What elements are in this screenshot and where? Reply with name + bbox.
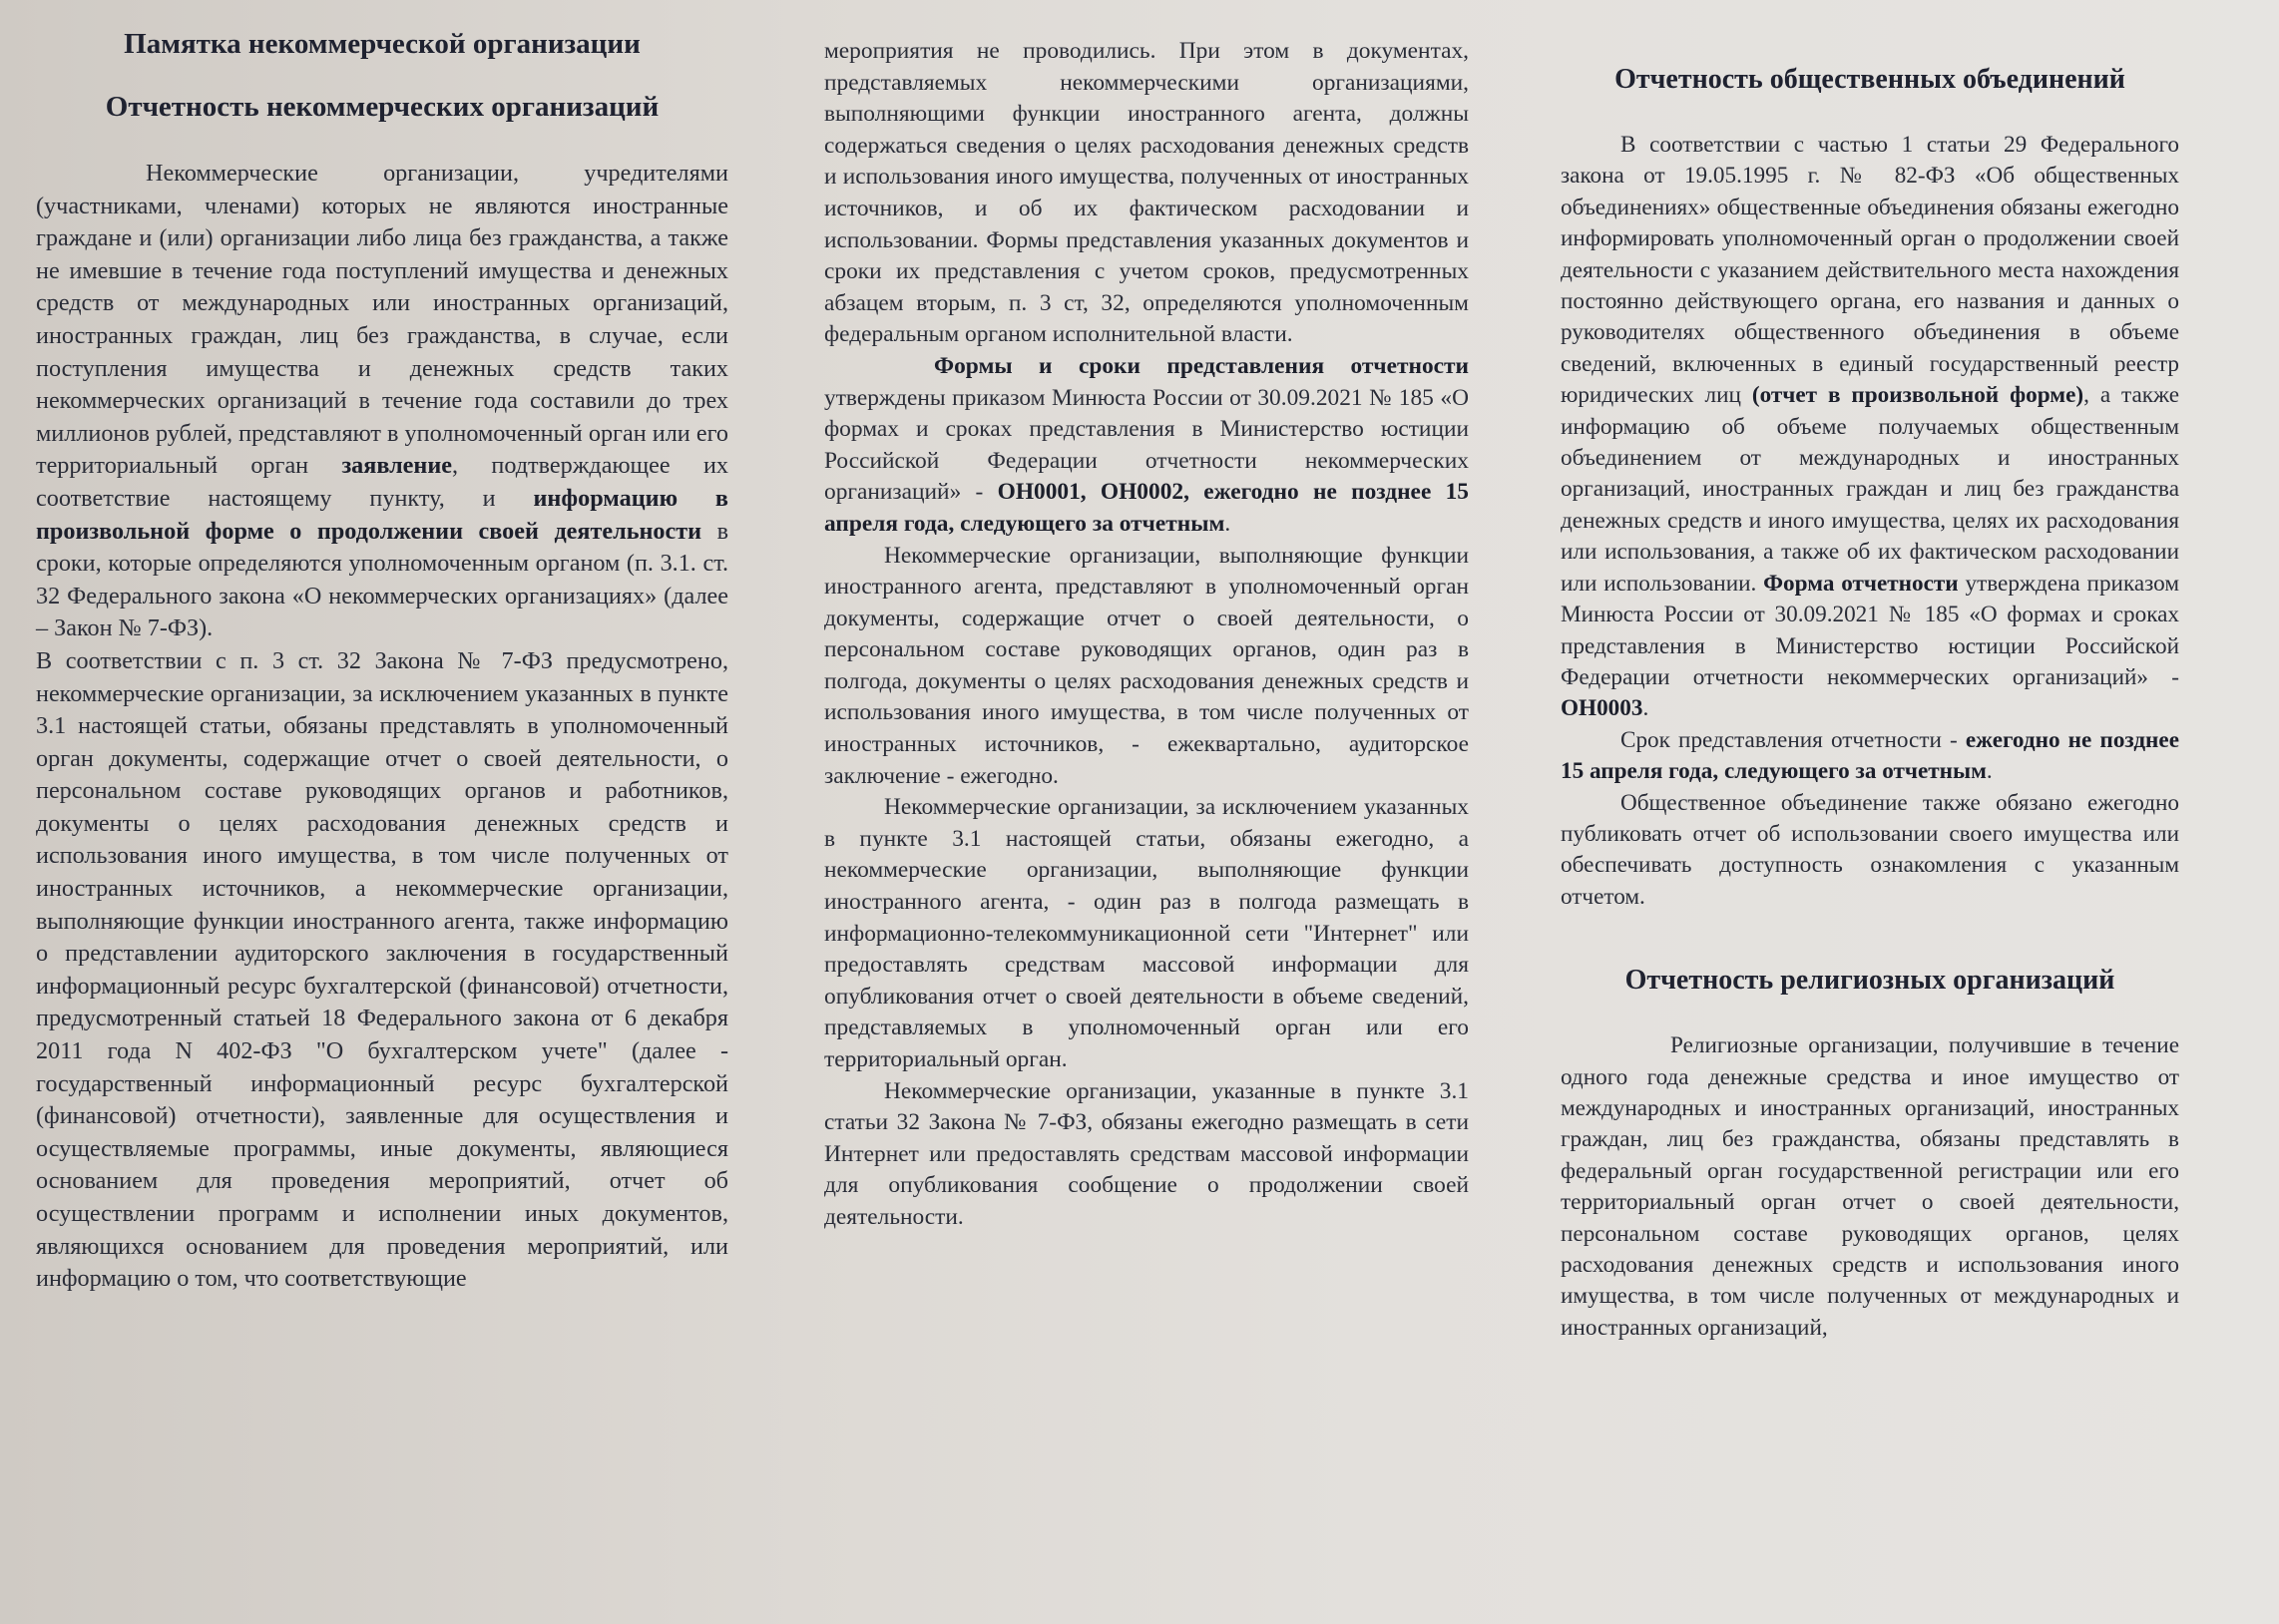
bold-run: (отчет в произвольной форме) (1751, 382, 2084, 409)
text-run: утверждена приказом Минюста России от 30.09.2021 № 185 «О формах и сроках представления в Министерство юстиции Российской Федерации отчетности некоммерческих организаций» - (1561, 570, 2179, 690)
paragraph-art32-p3: В соответствии с п. 3 ст. 32 Закона № 7-ФЗ предусмотрено, некоммерческие организации, за исключением указанных в пункте 3.1 настоящей статьи, обязаны представлять в уполномоченный орган документы, содержащие отчет о своей деятельности, о персональном составе руководящих органов и работников, документы о целях расходования денежных средств и использования иного имущества, в том числе полученных от иностранных источников, а некоммерческие организации, выполняющие функции иностранного агента, также информацию о представлении аудиторского заключения в государственный информационный ресурс бухгалтерской (финансовой) отчетности, предусмотренный статьей 18 Федерального закона от 6 декабря 2011 года N 402-ФЗ "О бухгалтерском учете" (далее - государственный информационный ресурс бухгалтерской (финансовой) отчетности), заявленные для осуществления и осуществляемые программы, иные документы, являющиеся основанием для проведения мероприятий, отчет об осуществлении программ и исполнении иных документов, являющихся основанием для проведения мероприятий, или информацию о том, что соответствующие (36, 646, 728, 1293)
paragraph-nko-statement (36, 158, 728, 645)
text-run: . (1224, 510, 1231, 537)
text-run: в сроки, которые определяются уполномоченным органом (п. 3.1. ст. 32 Федерального закона «О некоммерческих организациях» (далее – Закон № 7-ФЗ). (36, 517, 729, 642)
bold-run: ежегодно не позднее 15 апреля года, следующего за отчетным (1561, 726, 2179, 785)
paragraph-public-association-reporting (1561, 130, 2179, 725)
paragraph-continuation-message: Некоммерческие организации, указанные в пункте 3.1 статьи 32 Закона № 7-ФЗ, обязаны ежегодно размещать в сети Интернет или предоставлять средствам массовой информации для опубликования сообщение о продолжении своей деятельности. (824, 1077, 1469, 1230)
column-middle (824, 36, 1469, 1234)
paragraph-foreign-agent-frequency: Некоммерческие организации, выполняющие функции иностранного агента, представляют в уполномоченный орган документы, содержащие отчет о своей деятельности, о персональном составе руководящих органов, один раз в полгода, документы о целях расходования денежных средств и использования иного имущества, в том числе полученных от иностранных источников, - ежеквартально, аудиторское заключение - ежегодно. (824, 542, 1469, 789)
text-run: , а также информацию об объеме получаемых общественным объединением от международных и иностранных организаций, иностранных граждан и лиц без гражданства денежных средств и иного имущества, целях их расходования или использования, а также об их фактическом расходовании или использовании. (1561, 382, 2180, 597)
section-title-nko-reporting: Отчетность некоммерческих организаций (105, 91, 660, 123)
column-right (1561, 64, 2179, 1344)
bold-run: Форма отчетности (1763, 570, 1959, 597)
text-run: . (1986, 758, 1993, 785)
bold-run: Формы и сроки представления отчетности (934, 352, 1469, 379)
document-title: Памятка некоммерческой организации (124, 28, 641, 60)
bold-run: информацию в произвольной форме о продолжении своей деятельности (36, 484, 728, 545)
text-run: утверждены приказом Минюста России от 30.09.2021 № 185 «О формах и сроках представления в Министерство юстиции Российской Федерации отчетности некоммерческих организаций» - (824, 384, 1469, 506)
text-run: Некоммерческие организации, учредителями (участниками, членами) которых не являются иностранные граждане и (или) организации либо лица без гражданства, а также не имевшие в течение года поступлений имущества и денежных средств от международных или иностранных организаций, иностранных граждан, лиц без гражданства, в случае, если поступления имущества и денежных средств таких некоммерческих организаций в течение года составили до трех миллионов рублей, представляют в уполномоченный орган или его территориальный орган (36, 160, 728, 480)
bold-run: ОН0003 (1561, 695, 1643, 722)
spacer (1561, 913, 2179, 965)
paragraph-reporting-deadline (1561, 725, 2179, 788)
text-run: . (1642, 695, 1649, 722)
section-title-religious-organizations: Отчетность религиозных организаций (1624, 965, 2115, 997)
text-run: , подтверждающее их соответствие настоящему пункту, и (36, 452, 728, 512)
paragraph-religious-reporting: Религиозные организации, получившие в течение одного года денежные средства и иное имущество от международных и иностранных организаций, иностранных граждан, лиц без гражданства, обязаны представлять в федеральный орган государственной регистрации или его территориальный орган отчет о своей деятельности, персональном составе руководящих органов, целях расходования денежных средств и использования иного имущества, в том числе полученных от международных и иностранных организаций, (1561, 1032, 2179, 1341)
text-run: В соответствии с частью 1 статьи 29 Федерального закона от 19.05.1995 г. № 82-ФЗ «Об общественных объединениях» общественные объединения обязаны ежегодно информировать уполномоченный орган о продолжении своей деятельности с указанием действительного места нахождения постоянно действующего органа, его названия и данных о руководителях общественного объединения в объеме сведений, включенных в единый государственный реестр юридических лиц (1561, 132, 2179, 409)
paragraph-forms-deadlines (824, 351, 1469, 541)
bold-run: заявление (341, 452, 453, 480)
paragraph-internet-publication: Некоммерческие организации, за исключением указанных в пункте 3.1 настоящей статьи, обязаны ежегодно, а некоммерческие организации, выполняющие функции иностранного агента, - один раз в полгода размещать в информационно-телекоммуникационной сети "Интернет" или предоставлять средствам массовой информации для опубликования отчет о своей деятельности в объеме сведений, представляемых в уполномоченный орган или его территориальный орган. (824, 794, 1469, 1072)
bold-run: ОН0001, ОН0002, ежегодно не позднее 15 апреля года, следующего за отчетным (824, 479, 1469, 537)
text-run: Срок представления отчетности - (1620, 726, 1966, 753)
paragraph-foreign-agent-docs: мероприятия не проводились. При этом в документах, представляемых некоммерческими организациями, выполняющими функции иностранного агента, должны содержаться сведения о целях расходования денежных средств и использования иного имущества, полученных от иностранных источников, и об их фактическом расходовании и использовании. Формы представления указанных документов и сроки их представления с учетом сроков, предусмотренных абзацем вторым, п. 3 ст, 32, определяются уполномоченным федеральным органом исполнительной власти. (824, 38, 1469, 348)
column-left (36, 22, 728, 1296)
paragraph-publish-report: Общественное объединение также обязано ежегодно публиковать отчет об использовании своего имущества или обеспечивать доступность ознакомления с указанным отчетом. (1561, 789, 2179, 910)
section-title-public-associations: Отчетность общественных объединений (1614, 64, 2125, 95)
